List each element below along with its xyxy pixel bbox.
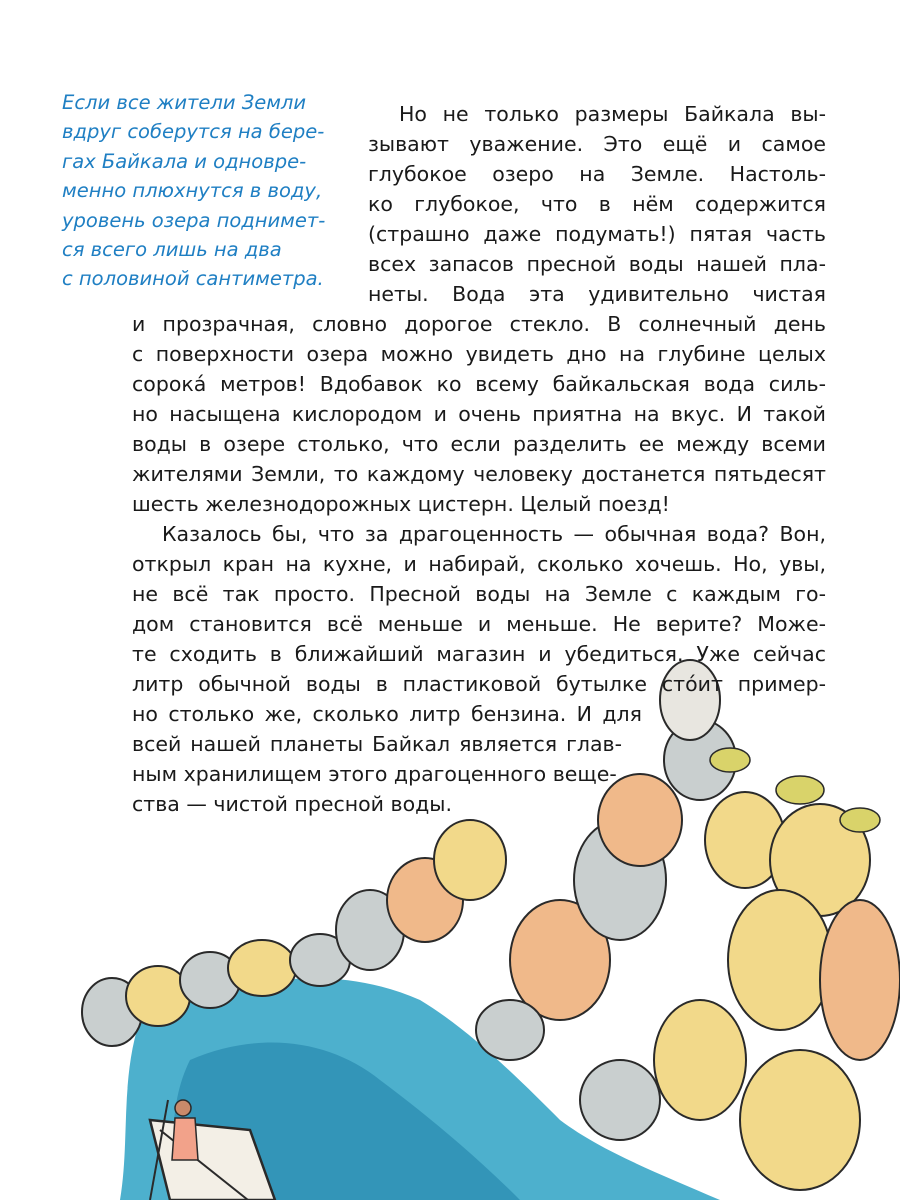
text-line: ко глубокое, что в нём содержится — [368, 192, 826, 216]
rock — [580, 1060, 660, 1140]
text-line: но столько же, сколько литр бензина. И для — [132, 702, 642, 726]
rock — [598, 774, 682, 866]
text-line: шесть железнодорожных цистерн. Целый поезд! — [132, 492, 670, 516]
sidebar-line: гах Байкала и одновре- — [62, 149, 307, 173]
sidebar-line: менно плюхнутся в воду, — [62, 179, 323, 203]
text-line: всех запасов пресной воды нашей пла- — [368, 252, 826, 276]
person-body — [172, 1118, 198, 1160]
foliage — [710, 748, 750, 772]
text-line: и прозрачная, словно дорогое стекло. В солнечный день — [132, 312, 826, 336]
text-line: с поверхности озера можно увидеть дно на глубине целых — [132, 342, 826, 366]
sidebar-line: Если все жители Земли — [62, 91, 307, 114]
text-line: (страшно даже подумать!) пятая часть — [368, 222, 826, 246]
text-line: жителями Земли, то каждому человеку достанется пятьдесят — [132, 462, 826, 486]
foliage — [840, 808, 880, 832]
text-line: литр обычной воды в пластиковой бутылке стóит пример- — [132, 672, 826, 696]
text-line: открыл кран на кухне, и набирай, сколько хочешь. Но, увы, — [132, 552, 826, 576]
text-line: воды в озере столько, что если разделить ее между всеми — [132, 432, 826, 456]
text-line: всей нашей планеты Байкал является глав- — [132, 732, 622, 756]
text-line: глубокое озеро на Земле. Настоль- — [368, 162, 826, 186]
text-line: Но не только размеры Байкала вы- — [399, 102, 826, 126]
text-line: сорокá метров! Вдобавок ко всему байкальская вода силь- — [132, 372, 826, 396]
rock — [434, 820, 506, 900]
rock — [654, 1000, 746, 1120]
text-line: ства — чистой пресной воды. — [132, 792, 453, 816]
text-line: но насыщена кислородом и очень приятна на вкус. И такой — [132, 402, 826, 426]
text-line: не всё так просто. Пресной воды на Земле с каждым го- — [132, 582, 826, 606]
sidebar-line: уровень озера поднимет- — [62, 208, 326, 232]
text-line: неты. Вода эта удивительно чистая — [368, 282, 826, 306]
text-line: те сходить в ближайший магазин и убедиться. Уже сейчас — [132, 642, 826, 666]
sidebar-line: ся всего лишь на два — [62, 238, 282, 262]
rock — [740, 1050, 860, 1190]
text-line: ным хранилищем этого драгоценного веще- — [132, 762, 617, 786]
sidebar-line: с половиной сантиметра. — [62, 267, 324, 291]
text-line: Казалось бы, что за драгоценность — обычная вода? Вон, — [162, 522, 826, 546]
rock — [820, 900, 900, 1060]
text-line: дом становится всё меньше и меньше. Не верите? Може- — [132, 612, 826, 636]
text-line: зывают уважение. Это ещё и самое — [368, 132, 826, 156]
sidebar-line: вдруг соберутся на бере- — [62, 120, 325, 144]
foliage — [776, 776, 824, 804]
rock — [476, 1000, 544, 1060]
rock — [228, 940, 296, 996]
rock — [728, 890, 832, 1030]
person-head — [175, 1100, 191, 1116]
